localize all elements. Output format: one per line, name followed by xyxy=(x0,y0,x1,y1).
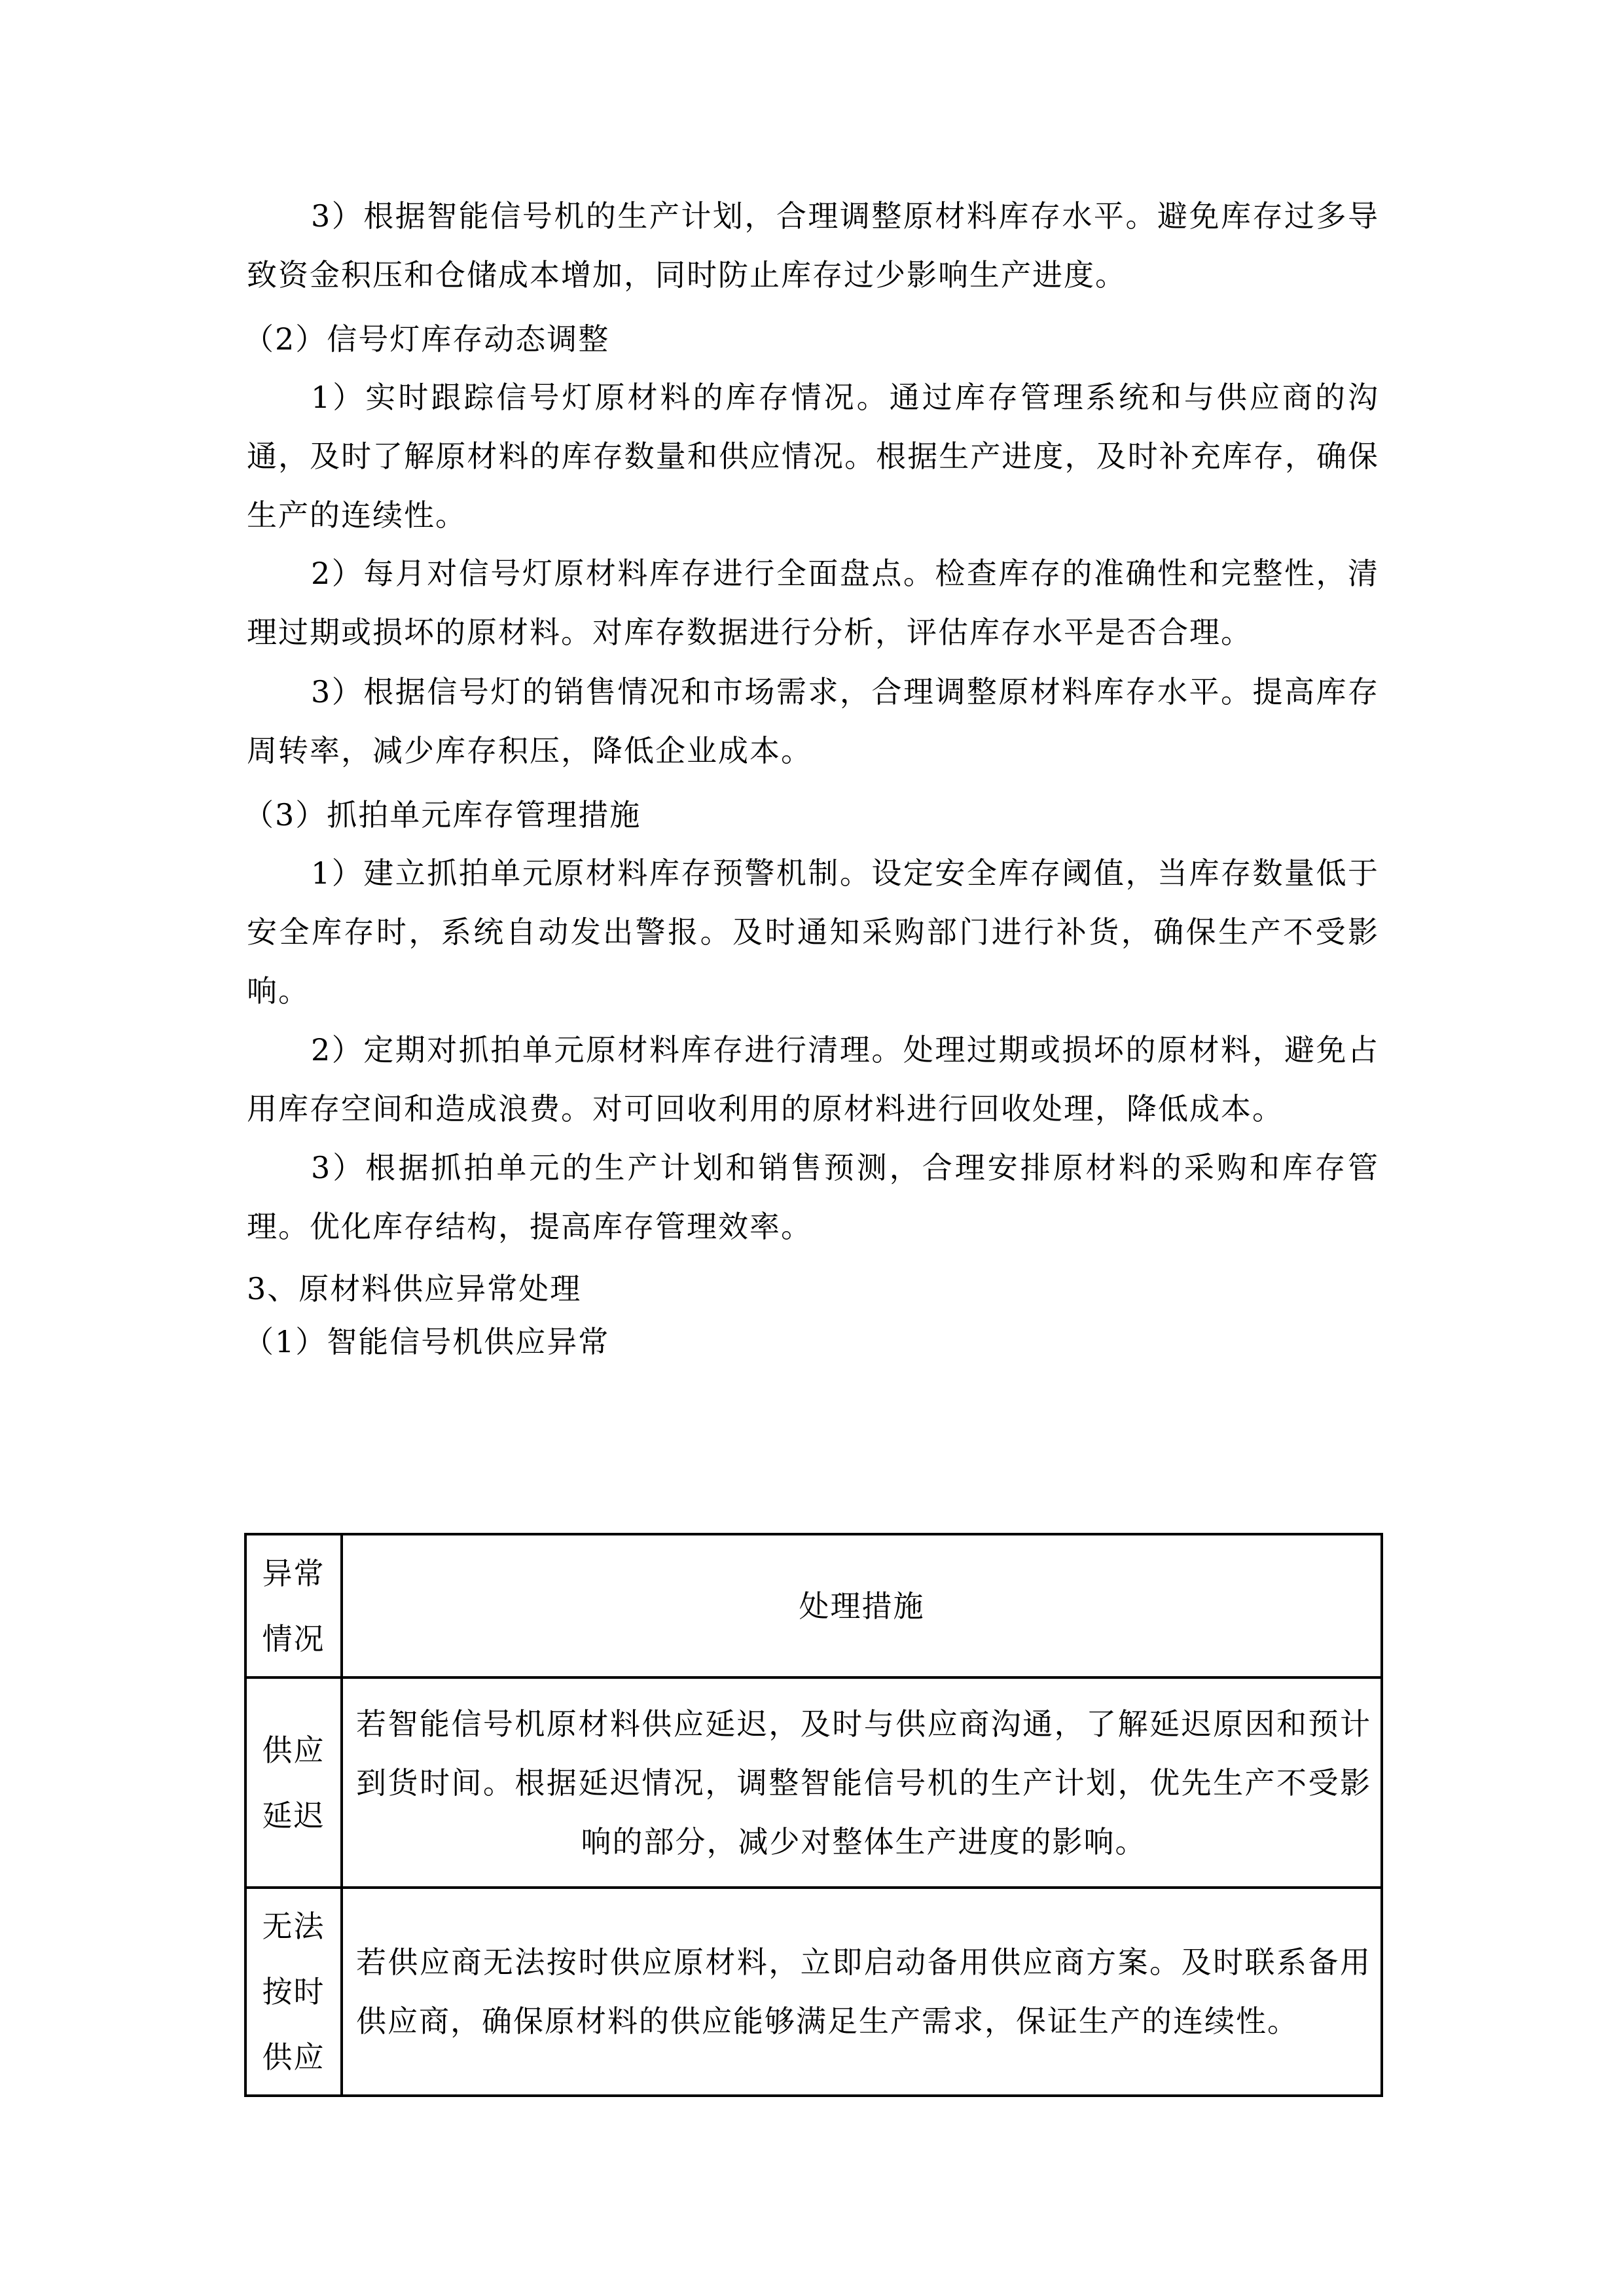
paragraph-text: 1）实时跟踪信号灯原材料的库存情况。通过库存管理系统和与供应商的沟通，及时了解原材料的库存数量和供应情况。根据生产进度，及时补充库存，确保生产的连续性。 xyxy=(247,380,1379,533)
paragraph-text xyxy=(247,187,1379,304)
paragraph-text: 1）建立抓拍单元原材料库存预警机制。设定安全库存阈值，当库存数量低于安全库存时，系统自动发出警报。及时通知采购部门进行补货，确保生产不受影响。 xyxy=(247,855,1379,1009)
situation-line: 供应 xyxy=(262,1732,325,1768)
situation-line: 延迟 xyxy=(262,1797,325,1833)
measure-cell: 若供应商无法按时供应原材料，立即启动备用供应商方案。及时联系备用供应商，确保原材料的供应能够满足生产需求，保证生产的连续性。 xyxy=(342,1888,1382,2096)
paragraph-text: 3）根据信号灯的销售情况和市场需求，合理调整原材料库存水平。提高库存周转率，减少库存积压，降低企业成本。 xyxy=(247,674,1379,768)
header-situation-line: 情况 xyxy=(262,1621,325,1657)
section-heading: 3、原材料供应异常处理 xyxy=(247,1271,582,1306)
measure-cell: 若智能信号机原材料供应延迟，及时与供应商沟通，了解延迟原因和预计到货时间。根据延迟情况，调整智能信号机的生产计划，优先生产不受影响的部分，减少对整体生产进度的影响。 xyxy=(342,1677,1382,1888)
subsection-heading-signal-light: （2）信号灯库存动态调整 xyxy=(244,321,610,357)
paragraph-text: 2）每月对信号灯原材料库存进行全面盘点。检查库存的准确性和完整性，清理过期或损坏的原材料。对库存数据进行分析，评估库存水平是否合理。 xyxy=(247,556,1379,650)
supply-anomaly-table xyxy=(244,1533,1383,2097)
table-row xyxy=(245,1677,1382,1888)
situation-line: 按时 xyxy=(262,1974,325,2009)
header-situation-line: 异常 xyxy=(262,1555,325,1591)
paragraph-body: 3）根据智能信号机的生产计划，合理调整原材料库存水平。避免库存过多导致资金积压和仓储成本增加，同时防止库存过少影响生产进度。 xyxy=(247,198,1379,293)
subsection-heading-signal-machine: （1）智能信号机供应异常 xyxy=(244,1324,610,1359)
situation-cell xyxy=(245,1888,342,2096)
paragraph-text: 3）根据抓拍单元的生产计划和销售预测，合理安排原材料的采购和库存管理。优化库存结构，提高库存管理效率。 xyxy=(247,1150,1379,1244)
header-measures: 处理措施 xyxy=(342,1534,1382,1677)
situation-cell xyxy=(245,1677,342,1888)
subsection-heading-capture-unit: （3）抓拍单元库存管理措施 xyxy=(244,797,641,833)
table-header-row xyxy=(245,1534,1382,1677)
situation-line: 无法 xyxy=(262,1909,325,1944)
paragraph-text: 2）定期对抓拍单元原材料库存进行清理。处理过期或损坏的原材料，避免占用库存空间和造成浪费。对可回收利用的原材料进行回收处理，降低成本。 xyxy=(247,1032,1379,1126)
table-row xyxy=(245,1888,1382,2096)
header-situation xyxy=(245,1534,342,1677)
situation-line: 供应 xyxy=(262,2039,325,2075)
